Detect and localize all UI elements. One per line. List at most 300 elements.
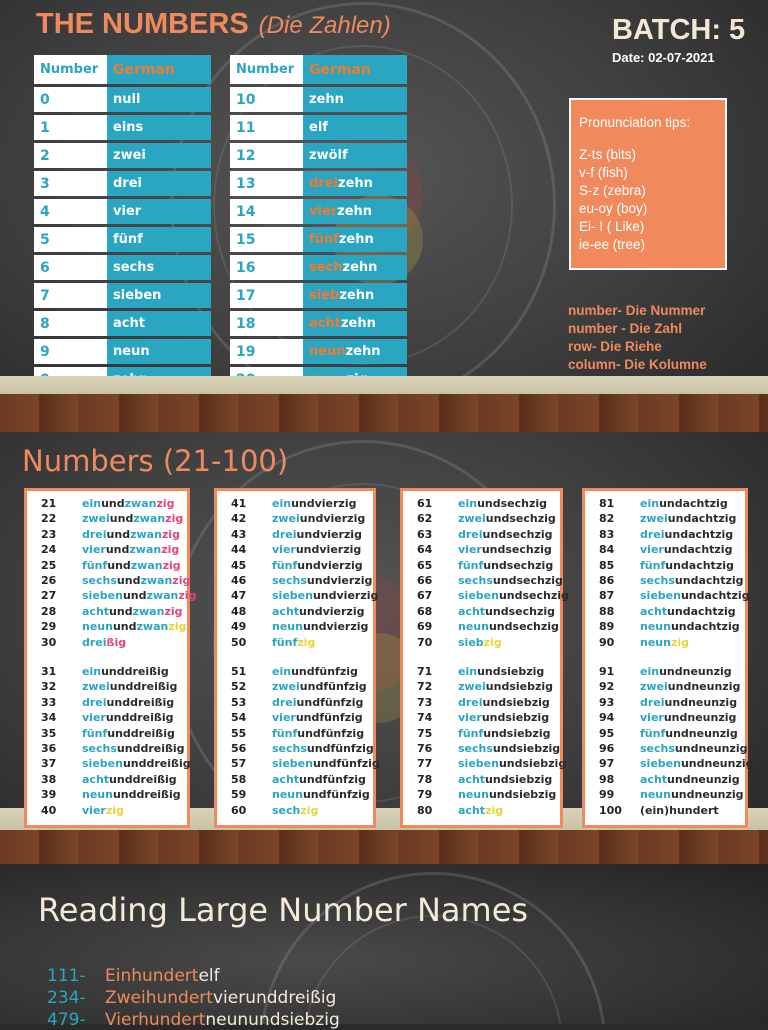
word-part: sechs — [272, 574, 307, 587]
table-row — [34, 311, 211, 336]
german-word-part: elf — [309, 120, 328, 135]
word-part: neun — [640, 620, 671, 634]
word-part: dreißig — [130, 695, 175, 709]
word-part: zwei — [640, 512, 668, 526]
word-part: fünf — [272, 635, 298, 649]
reading-line — [47, 1010, 340, 1030]
word-part: zwan — [130, 527, 162, 541]
number-word — [458, 559, 553, 572]
number-value: 91 — [599, 665, 615, 678]
number-word — [458, 574, 563, 587]
table-row — [34, 143, 211, 168]
word-part: und — [481, 543, 506, 557]
german-cell — [107, 87, 211, 112]
word-part: achtzig — [682, 497, 728, 510]
word-part: fünf — [640, 726, 666, 740]
vocab-item: number- Die Nummer — [568, 303, 706, 318]
word-part: und — [297, 558, 321, 572]
word-part: zig — [105, 803, 124, 817]
number-value: 71 — [417, 665, 433, 678]
number-word — [272, 497, 356, 510]
reading-line — [47, 988, 336, 1008]
number-value: 59 — [231, 788, 247, 802]
word-part: vier — [458, 711, 482, 725]
number-value: 72 — [417, 680, 433, 694]
word-part: ein — [458, 665, 478, 678]
word-part: und — [105, 711, 130, 725]
word-part: und — [109, 604, 133, 618]
word-part: und — [485, 680, 510, 694]
word-part: zwan — [132, 604, 165, 618]
number-word — [82, 804, 124, 817]
number-value: 54 — [231, 711, 247, 725]
word-part: zwei — [272, 680, 300, 694]
word-part: und — [296, 695, 321, 709]
number-word — [82, 680, 177, 693]
number-value: 66 — [417, 574, 433, 587]
word-part: neunzig — [704, 757, 754, 771]
word-part: acht — [458, 803, 486, 817]
german-cell — [107, 283, 211, 308]
word-part: achtzig — [690, 604, 736, 618]
word-part: fünf — [640, 558, 666, 572]
word-part: sechs — [640, 742, 675, 755]
number-cell: 18 — [230, 311, 303, 336]
word-part: ein — [640, 497, 660, 510]
number-value: 21 — [41, 497, 57, 510]
number-value: 45 — [231, 558, 247, 572]
word-part: fünfzig — [323, 680, 367, 694]
word-part: drei — [82, 695, 107, 709]
number-word — [458, 788, 556, 801]
word-part: neun — [272, 788, 303, 802]
number-value: 84 — [599, 543, 615, 557]
word-part: dreißig — [136, 788, 181, 802]
word-part: sieben — [640, 757, 681, 771]
word-part: sieben — [458, 757, 499, 771]
word-part: sieben — [458, 589, 499, 603]
word-part: ein — [82, 497, 102, 510]
number-word — [458, 727, 550, 740]
word-part: vier — [82, 711, 106, 725]
number-word — [272, 696, 363, 709]
table-row — [34, 199, 211, 224]
word-part: sechzig — [522, 589, 569, 603]
word-part: und — [107, 558, 131, 572]
word-part: sechzig — [508, 604, 555, 618]
word-part: und — [667, 680, 692, 694]
reading-line — [47, 966, 220, 986]
german-cell — [303, 311, 407, 336]
word-part: siebzig — [500, 665, 545, 678]
word-part: neun — [82, 788, 113, 802]
word-part: siebzig — [508, 772, 553, 786]
number-value: 40 — [41, 803, 57, 817]
header-number: Number — [34, 55, 107, 84]
word-part: zwan — [136, 620, 169, 634]
word-part: siebzig — [506, 726, 551, 740]
word-part: zwan — [129, 543, 162, 557]
table-row — [230, 339, 407, 364]
tip-line: eu-oy (boy) — [579, 201, 648, 216]
number-cell: 8 — [34, 311, 107, 336]
reading-number: 111- — [47, 966, 86, 986]
number-word — [82, 757, 191, 770]
number-word — [458, 696, 550, 709]
german-word-part: neun — [113, 344, 150, 359]
number-word — [640, 773, 740, 786]
number-value: 26 — [41, 574, 57, 587]
word-part: vier — [640, 711, 664, 725]
word-part: siebzig — [522, 757, 567, 771]
number-cell: 12 — [230, 143, 303, 168]
number-word — [458, 711, 549, 724]
word-part: zwei — [458, 512, 486, 526]
number-value: 89 — [599, 620, 615, 634]
number-value: 97 — [599, 757, 615, 771]
reading-number: 234- — [47, 988, 86, 1008]
number-value: 63 — [417, 527, 433, 541]
word-part: drei — [458, 527, 483, 541]
word-part: zig — [485, 803, 504, 817]
reading-hundreds: Zweihundert — [105, 988, 213, 1008]
word-part: zwei — [82, 680, 110, 694]
number-cell: 4 — [34, 199, 107, 224]
word-part: und — [665, 558, 689, 572]
number-cell: 7 — [34, 283, 107, 308]
word-part: und — [106, 527, 131, 541]
word-part: fünf — [82, 558, 108, 572]
word-part: acht — [82, 772, 110, 786]
tip-line: ie-ee (tree) — [579, 237, 646, 252]
number-word — [272, 528, 362, 541]
number-word — [82, 589, 196, 602]
number-value: 57 — [231, 757, 247, 771]
number-value: 36 — [41, 742, 57, 755]
word-part: und — [122, 589, 147, 603]
word-part: und — [312, 589, 337, 603]
number-word — [458, 528, 552, 541]
number-cell: 1 — [34, 115, 107, 140]
number-word — [272, 636, 315, 649]
german-word-part: zehn — [309, 92, 344, 107]
word-part: zwan — [140, 574, 173, 587]
number-value: 77 — [417, 757, 433, 771]
number-value: 68 — [417, 604, 433, 618]
word-part: achtzig — [698, 574, 744, 587]
number-value: 52 — [231, 680, 247, 694]
table-row — [34, 227, 211, 252]
word-part: neunzig — [691, 680, 741, 694]
number-value: 27 — [41, 589, 57, 603]
word-part: vierzig — [319, 543, 362, 557]
word-part: drei — [640, 527, 665, 541]
word-part: neunzig — [688, 695, 738, 709]
german-word-part: drei — [113, 176, 142, 191]
german-cell — [107, 143, 211, 168]
word-part: dreißig — [146, 757, 191, 771]
number-value: 95 — [599, 726, 615, 740]
word-part: neunzig — [690, 772, 740, 786]
word-part: fünfzig — [330, 742, 374, 755]
word-part: und — [306, 742, 331, 755]
number-cell: 2 — [34, 143, 107, 168]
number-word — [272, 788, 370, 801]
vocab-item: column- Die Kolumne — [568, 357, 707, 372]
number-value: 96 — [599, 742, 615, 755]
number-word — [640, 589, 750, 602]
word-part: und — [291, 665, 315, 678]
number-value: 49 — [231, 620, 247, 634]
number-value: 75 — [417, 726, 433, 740]
word-part: und — [302, 620, 327, 634]
word-part: vierzig — [323, 512, 366, 526]
number-word — [272, 773, 366, 786]
german-word-part: zwölf — [309, 148, 348, 163]
word-part: zig — [670, 635, 690, 649]
number-word — [272, 543, 361, 556]
number-word — [640, 665, 732, 678]
number-word — [272, 727, 364, 740]
word-part: neunzig — [694, 788, 744, 802]
tip-line: S-z (zebra) — [579, 183, 646, 198]
number-value: 34 — [41, 711, 57, 725]
word-part: zwei — [640, 680, 668, 694]
number-word — [82, 605, 182, 618]
word-part: und — [663, 543, 688, 557]
german-cell — [107, 311, 211, 336]
german-cell — [107, 227, 211, 252]
word-part: dreißig — [129, 711, 174, 725]
word-part: (ein)hundert — [640, 803, 719, 817]
number-word — [640, 497, 728, 510]
number-value: 88 — [599, 604, 615, 618]
number-value: 65 — [417, 558, 433, 572]
table-row — [230, 311, 407, 336]
number-word — [272, 757, 380, 770]
word-part: vier — [458, 543, 482, 557]
number-value: 94 — [599, 711, 615, 725]
word-part: fünf — [272, 726, 298, 740]
number-word — [82, 528, 180, 541]
number-value: 80 — [417, 803, 433, 817]
word-part: und — [112, 788, 137, 802]
number-word — [640, 680, 740, 693]
german-word-part: vier — [113, 204, 142, 219]
number-word — [458, 605, 555, 618]
table-row — [34, 171, 211, 196]
number-value: 33 — [41, 695, 57, 709]
word-part: sieben — [82, 757, 123, 771]
word-part: und — [299, 604, 323, 618]
word-part: drei — [82, 635, 107, 649]
word-part: zwan — [130, 558, 163, 572]
german-cell — [303, 199, 407, 224]
word-part: ßig — [106, 635, 127, 649]
german-word-part: zehn — [340, 316, 376, 331]
number-value: 43 — [231, 527, 247, 541]
word-part: und — [482, 695, 507, 709]
word-part: und — [485, 772, 509, 786]
number-cell: 3 — [34, 171, 107, 196]
number-word — [272, 559, 363, 572]
word-part: fünf — [82, 726, 108, 740]
german-word-part: sechs — [113, 260, 155, 275]
word-part: zig — [483, 635, 502, 649]
word-part: ein — [640, 665, 660, 678]
word-part: neun — [272, 620, 303, 634]
word-part: zig — [178, 589, 197, 603]
number-word — [640, 727, 738, 740]
word-part: sechs — [82, 742, 117, 755]
word-part: ein — [82, 665, 102, 678]
number-value: 24 — [41, 543, 57, 557]
number-word — [272, 512, 365, 525]
word-part: acht — [458, 772, 486, 786]
number-word — [458, 620, 559, 633]
table-row — [34, 255, 211, 280]
wall-strip — [0, 376, 768, 394]
number-value: 76 — [417, 742, 433, 755]
word-part: zig — [297, 635, 316, 649]
word-part: acht — [640, 772, 668, 786]
header-german: German — [303, 55, 407, 84]
word-part: sechs — [458, 742, 493, 755]
word-part: drei — [458, 695, 483, 709]
word-part: und — [109, 512, 134, 526]
numbers-0-20-panel — [0, 0, 768, 432]
number-word — [458, 757, 566, 770]
german-cell — [303, 283, 407, 308]
word-part: und — [106, 695, 131, 709]
number-value: 81 — [599, 497, 615, 510]
numbers-card-21-40 — [24, 488, 197, 828]
word-part: vier — [272, 543, 296, 557]
word-part: siebzig — [516, 742, 561, 755]
german-word-part: zehn — [342, 260, 378, 275]
word-part: vier — [82, 543, 106, 557]
word-part: fünf — [458, 558, 484, 572]
german-cell — [303, 227, 407, 252]
word-part: und — [485, 604, 509, 618]
number-cell: 11 — [230, 115, 303, 140]
number-value: 35 — [41, 726, 57, 740]
word-part: und — [492, 574, 517, 587]
number-value: 48 — [231, 604, 247, 618]
number-value: 53 — [231, 695, 247, 709]
reading-hundreds: Einhundert — [105, 966, 199, 986]
number-value: 39 — [41, 788, 57, 802]
number-word — [82, 620, 186, 633]
number-value: 62 — [417, 512, 433, 526]
word-part: dreißig — [130, 726, 175, 740]
german-cell — [303, 255, 407, 280]
number-word — [640, 757, 754, 770]
german-word-part: sieben — [113, 288, 162, 303]
word-part: dreißig — [124, 665, 169, 678]
number-word — [82, 559, 181, 572]
word-part: und — [477, 665, 501, 678]
german-cell — [303, 171, 407, 196]
word-part: und — [680, 589, 705, 603]
word-part: sechzig — [505, 543, 552, 557]
word-part: zig — [165, 512, 184, 526]
word-part: und — [664, 527, 689, 541]
number-word — [82, 696, 174, 709]
word-part: ein — [458, 497, 478, 510]
word-part: neun — [458, 620, 489, 634]
number-word — [640, 788, 744, 801]
number-value: 32 — [41, 680, 57, 694]
number-word — [640, 696, 737, 709]
number-word — [458, 804, 503, 817]
word-part: zig — [172, 574, 191, 587]
vocabulary-list — [568, 302, 707, 374]
word-part: und — [498, 757, 523, 771]
word-part: sechzig — [516, 574, 563, 587]
word-part: und — [312, 757, 337, 771]
word-part: neun — [640, 788, 671, 802]
word-part: und — [663, 711, 688, 725]
number-word — [272, 574, 372, 587]
number-value: 50 — [231, 635, 247, 649]
word-part: fünf — [272, 558, 298, 572]
word-part: und — [482, 527, 507, 541]
number-cell: 10 — [230, 87, 303, 112]
page-title — [36, 8, 391, 41]
word-part: und — [101, 497, 125, 510]
word-part: fünfzig — [322, 772, 366, 786]
number-value: 41 — [231, 497, 247, 510]
reading-rest: elf — [198, 966, 220, 986]
table-row — [230, 255, 407, 280]
german-cell — [107, 199, 211, 224]
word-part: und — [485, 512, 510, 526]
header-number: Number — [230, 55, 303, 84]
number-word — [640, 711, 736, 724]
number-value: 47 — [231, 589, 247, 603]
reading-number: 479- — [47, 1010, 86, 1030]
number-word — [82, 574, 190, 587]
word-part: fünfzig — [336, 757, 380, 771]
word-part: vierzig — [326, 620, 369, 634]
word-part: und — [299, 772, 323, 786]
word-part: sieben — [640, 589, 681, 603]
vocab-item: number - Die Zahl — [568, 321, 683, 336]
word-part: und — [492, 742, 517, 755]
number-cell: 13 — [230, 171, 303, 196]
word-part: zig — [168, 620, 187, 634]
word-part: zwei — [458, 680, 486, 694]
word-part: neun — [458, 788, 489, 802]
title-subtitle: (Die Zahlen) — [258, 12, 391, 39]
pronunciation-tips-box — [569, 98, 727, 270]
word-part: acht — [82, 604, 110, 618]
number-word — [82, 636, 126, 649]
number-word — [82, 711, 173, 724]
word-part: achtzig — [687, 543, 733, 557]
word-part: achtzig — [688, 527, 734, 541]
number-cell: 5 — [34, 227, 107, 252]
word-part: drei — [272, 527, 297, 541]
numbers-table-10-20 — [230, 52, 407, 395]
number-word — [640, 605, 736, 618]
reading-rest: vierunddreißig — [212, 988, 337, 1008]
word-part: drei — [82, 527, 107, 541]
number-value: 25 — [41, 558, 57, 572]
german-cell — [303, 87, 407, 112]
word-part: zwei — [272, 512, 300, 526]
